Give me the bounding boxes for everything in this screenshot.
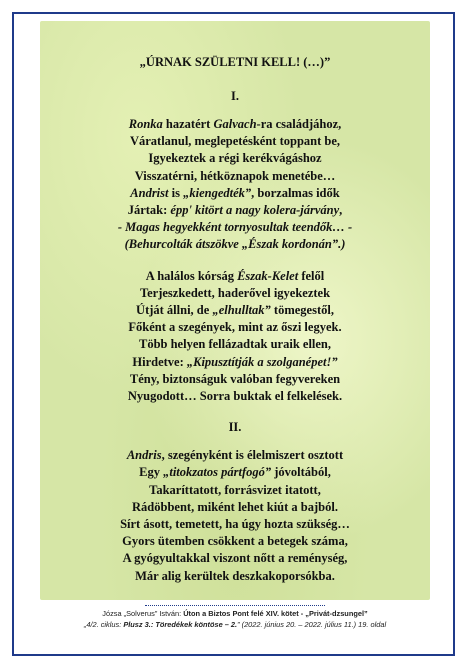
poem-line-text: A halálos kórság (145, 268, 238, 283)
poem-line-italic-text: „kiengedték” (183, 185, 252, 200)
poem-line (40, 202, 430, 219)
poem-line (40, 516, 430, 533)
poem-line (40, 499, 430, 516)
footer-chapter: Plusz 3.: Töredékek köntöse – 2. (123, 620, 238, 629)
poem-line-text: Váratlanul, meglepetésként toppant be, (129, 134, 341, 149)
poem-line (40, 268, 430, 285)
poem-line (40, 568, 430, 585)
poem-title: „ÚRNAK SZÜLETNI KELL! (…)” (139, 55, 331, 69)
footer-divider (145, 605, 325, 606)
poem-line-text: hazatért (162, 117, 214, 131)
poem-line (40, 302, 430, 319)
footer-author: Józsa „Solverus” István: (102, 609, 184, 618)
poem-line-text: Egy (139, 465, 164, 480)
poem-line-text: Rádöbbent, miként lehet kiút a bajból. (132, 499, 338, 514)
poem-line (40, 550, 430, 567)
poem-line-text: jóvoltából, (271, 465, 331, 480)
poem-line-italic-text: épp' kitört a nagy kolera-járvány (170, 203, 340, 218)
poem-line-text: , (339, 203, 343, 218)
poem-line-italic-text: (Behurcolták átszökve „Észak kordonán”.) (124, 237, 346, 252)
poem-line (40, 319, 430, 336)
poem-line-text: tömegestől, (270, 303, 334, 318)
poem-line-text: Nyugodott… Sorra buktak el felkelések. (127, 389, 343, 404)
poem-line-italic-text: „Kipusztítják a szolganépet!” (186, 354, 338, 369)
poem-line (40, 533, 430, 550)
section-heading-2: II. (228, 420, 242, 435)
poem-line (40, 168, 430, 185)
poem-line (40, 336, 430, 353)
poem-line-text: , borzalmas idők (251, 185, 340, 200)
stanza-2 (40, 268, 430, 406)
poem-line (40, 285, 430, 302)
footer-line-1 (40, 608, 430, 619)
poem-line-text: Igyekeztek a régi kerékvágáshoz (148, 151, 322, 166)
poem-line-italic-text: „titokzatos pártfogó” (163, 465, 272, 480)
poem-line-italic-text: Ronka (128, 117, 163, 131)
poem-line-text: Gyors ütemben csökkent a betegek száma, (122, 534, 348, 549)
poem-line-text: Takaríttatott, forrásvizet itatott, (149, 482, 321, 497)
poem-line-text: Jártak: (127, 203, 171, 218)
footer-line-2 (40, 619, 430, 630)
poem-line-text: Sírt ásott, temetett, ha úgy hozta szükség… (120, 517, 350, 532)
poem-line-text: Terjeszkedett, haderővel igyekeztek (139, 285, 331, 300)
poem-line (40, 464, 430, 481)
poem-line-text: Hirdetve: (132, 354, 187, 369)
poem-line (40, 482, 430, 499)
poem-line (40, 116, 430, 133)
poem-line-text: , szegényként is élelmiszert osztott (161, 448, 344, 463)
poem-line-text: Útját állni, de (136, 303, 213, 318)
footer-cycle: „4/2. ciklus: (83, 620, 124, 629)
poem-line-text: Már alig kerültek deszkakoporsókba. (135, 568, 335, 583)
poem-line (40, 150, 430, 167)
poem-line-italic-text: Galvach (213, 117, 257, 131)
footer-book-title: Úton a Biztos Pont felé XIV. kötet - „Privát-dzsungel” (183, 609, 368, 618)
poem-line (40, 447, 430, 464)
footer-dates-page: ” (2022. június 20. – 2022. július 11.) 19. oldal (237, 620, 387, 629)
stanza-1 (40, 116, 430, 254)
page-footer (40, 605, 430, 630)
poem-line-text: A gyógyultakkal viszont nőtt a reménység, (122, 551, 348, 566)
poem-line-text: -ra családjához, (256, 117, 342, 131)
poem-line-italic-text: „elhulltak” (212, 303, 271, 318)
poem-line-text: felől (298, 268, 325, 283)
poem-line-italic-text: Észak-Kelet (237, 268, 299, 283)
poem-line-text: is (168, 185, 184, 200)
poem-line (40, 219, 430, 236)
poem-line (40, 133, 430, 150)
poem (40, 21, 430, 585)
poem-line-text: Több helyen fellázadtak uraik ellen, (138, 337, 332, 352)
poem-line-italic-text: - Magas hegyekként tornyosultak teendők… - (117, 220, 353, 235)
poem-line-text: Visszatérni, hétköznapok menetébe… (134, 168, 336, 183)
poem-line (40, 388, 430, 405)
poem-line-italic-text: Andris (126, 448, 162, 463)
poem-line (40, 185, 430, 202)
stanza-3 (40, 447, 430, 585)
section-heading-1: I. (231, 89, 239, 103)
poem-line-italic-text: Andrist (130, 185, 169, 200)
poem-line-text: Tény, biztonságuk valóban fegyvereken (129, 371, 341, 386)
poem-line-text: Főként a szegények, mint az őszi legyek. (128, 320, 342, 335)
poem-line (40, 371, 430, 388)
poem-line (40, 354, 430, 371)
poem-line (40, 236, 430, 253)
